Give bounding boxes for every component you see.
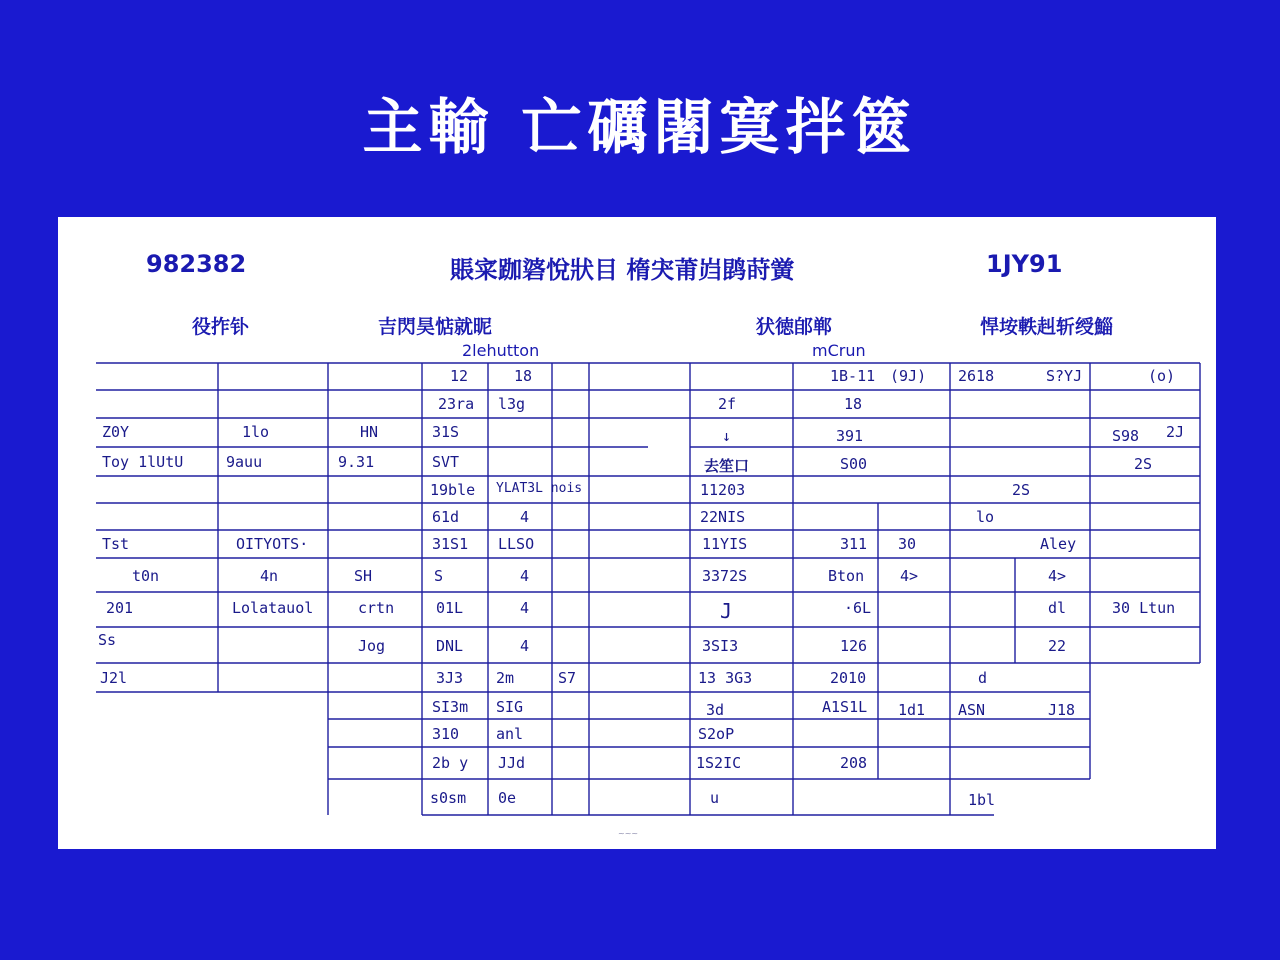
table-cell: Jog	[358, 637, 386, 655]
table-cell: 2f	[718, 395, 737, 413]
table-cell: d	[978, 669, 988, 687]
table-cell: 31S1	[432, 535, 469, 553]
table-cell: SI3m	[432, 698, 469, 716]
sheet-code-left: 982382	[146, 250, 247, 278]
table-cell: 2S	[1012, 481, 1031, 499]
column-header-2: 吉閃昊惦就昵	[378, 316, 493, 338]
table-cell: SVT	[432, 453, 460, 471]
table-cell: 3372S	[702, 567, 748, 585]
table-cell: 311	[840, 535, 868, 553]
table-cell: 31S	[432, 423, 460, 441]
table-cell: 2010	[830, 669, 867, 687]
table-cell: 去笙口	[704, 457, 750, 475]
table-cell: 2b y	[432, 754, 469, 772]
table-cell: 18	[844, 395, 863, 413]
table-cell: 3J3	[436, 669, 464, 687]
table-cell: 30 Ltun	[1112, 599, 1176, 617]
column-subheader-2: mCrun	[812, 341, 866, 360]
table-cell: S98	[1112, 427, 1140, 445]
table-cell: Lolatauol	[232, 599, 314, 617]
table-cell: 9.31	[338, 453, 375, 471]
document-sheet	[58, 217, 1216, 849]
table-cell: 1lo	[242, 423, 270, 441]
table-cell: S2oP	[698, 725, 735, 743]
table-cell: u	[710, 789, 720, 807]
table-cell: Bton	[828, 567, 865, 585]
table-cell: anl	[496, 725, 524, 743]
table-cell: 4	[520, 567, 530, 585]
table-cell: ↓	[722, 427, 732, 445]
table-cell: SIG	[496, 698, 524, 716]
table-cell: Aley	[1040, 535, 1077, 553]
table-cell: 1bl	[968, 791, 996, 809]
table-cell: 208	[840, 754, 868, 772]
table-cell: 11203	[700, 481, 746, 499]
table-cell: (o)	[1148, 367, 1176, 385]
table-cell: 22	[1048, 637, 1067, 655]
table-cell: LLSO	[498, 535, 535, 553]
table-cell: SH	[354, 567, 373, 585]
table-cell: 18	[514, 367, 533, 385]
table-cell: 2J	[1166, 423, 1185, 441]
table-cell: J	[720, 599, 733, 623]
table-cell: ASN	[958, 701, 986, 719]
table-cell: ·6L	[844, 599, 872, 617]
column-header-1: 役拃钋	[192, 316, 250, 338]
table-cell: 3SI3	[702, 637, 739, 655]
table-cell: 1B-11	[830, 367, 876, 385]
table-cell: J18	[1048, 701, 1076, 719]
table-cell: lo	[976, 508, 995, 526]
table-cell: 1S2IC	[696, 754, 742, 772]
table-grid	[58, 217, 1216, 849]
table-cell: s0sm	[430, 789, 467, 807]
table-cell: 4	[520, 599, 530, 617]
table-cell: Z0Y	[102, 423, 130, 441]
table-cell: dl	[1048, 599, 1067, 617]
footer-mark: ~~~	[618, 829, 639, 838]
table-cell: 4n	[260, 567, 279, 585]
table-cell: 310	[432, 725, 460, 743]
table-cell: l3g	[498, 395, 526, 413]
table-cell: J2l	[100, 669, 128, 687]
table-cell: S00	[840, 455, 868, 473]
table-cell: 30	[898, 535, 917, 553]
column-subheader-1: 2lehutton	[462, 341, 540, 360]
table-cell: 3d	[706, 701, 725, 719]
table-cell: S?YJ	[1046, 367, 1083, 385]
table-cell: 19ble	[430, 481, 476, 499]
table-cell: 2m	[496, 669, 515, 687]
table-cell: 2618	[958, 367, 995, 385]
page-title: 主輸 亡礪闍寞拌篋	[362, 93, 918, 163]
table-cell: 4>	[1048, 567, 1067, 585]
table-cell: DNL	[436, 637, 464, 655]
column-header-4: 悍垵軼赳斩绶鯔	[980, 316, 1114, 338]
table-cell: Toy 1lUtU	[102, 453, 184, 471]
table-cell: (9J)	[890, 367, 927, 385]
table-cell: 4	[520, 508, 530, 526]
table-cell: 23ra	[438, 395, 475, 413]
table-cell: S	[434, 567, 444, 585]
table-cell: YLAT3L nois	[496, 481, 583, 496]
table-cell: 9auu	[226, 453, 263, 471]
table-cell: 126	[840, 637, 868, 655]
table-cell: 11YIS	[702, 535, 748, 553]
table-cell: 4	[520, 637, 530, 655]
table-cell: 22NIS	[700, 508, 746, 526]
table-cell: 12	[450, 367, 469, 385]
column-header-3: 犾徳郋郸	[756, 316, 833, 338]
table-cell: OITYOTS·	[236, 535, 309, 553]
sheet-code-right: 1JY91	[986, 250, 1063, 278]
table-cell: crtn	[358, 599, 395, 617]
table-cell: 4>	[900, 567, 919, 585]
table-cell: JJd	[498, 754, 526, 772]
table-cell: t0n	[132, 567, 160, 585]
table-cell: Ss	[98, 631, 117, 649]
table-cell: 13 3G3	[698, 669, 753, 687]
table-cell: 201	[106, 599, 134, 617]
table-cell: 2S	[1134, 455, 1153, 473]
table-cell: A1S1L	[822, 698, 868, 716]
sheet-center-title: 賬寀跏碆悅狀目 楕宊莆岿鹍莳黉	[450, 256, 795, 284]
table-cell: 01L	[436, 599, 464, 617]
table-cell: HN	[360, 423, 379, 441]
table-cell: 1d1	[898, 701, 926, 719]
table-cell: 391	[836, 427, 864, 445]
table-cell: S7	[558, 669, 577, 687]
table-cell: 0e	[498, 789, 517, 807]
table-cell: 61d	[432, 508, 460, 526]
table-cell: Tst	[102, 535, 130, 553]
